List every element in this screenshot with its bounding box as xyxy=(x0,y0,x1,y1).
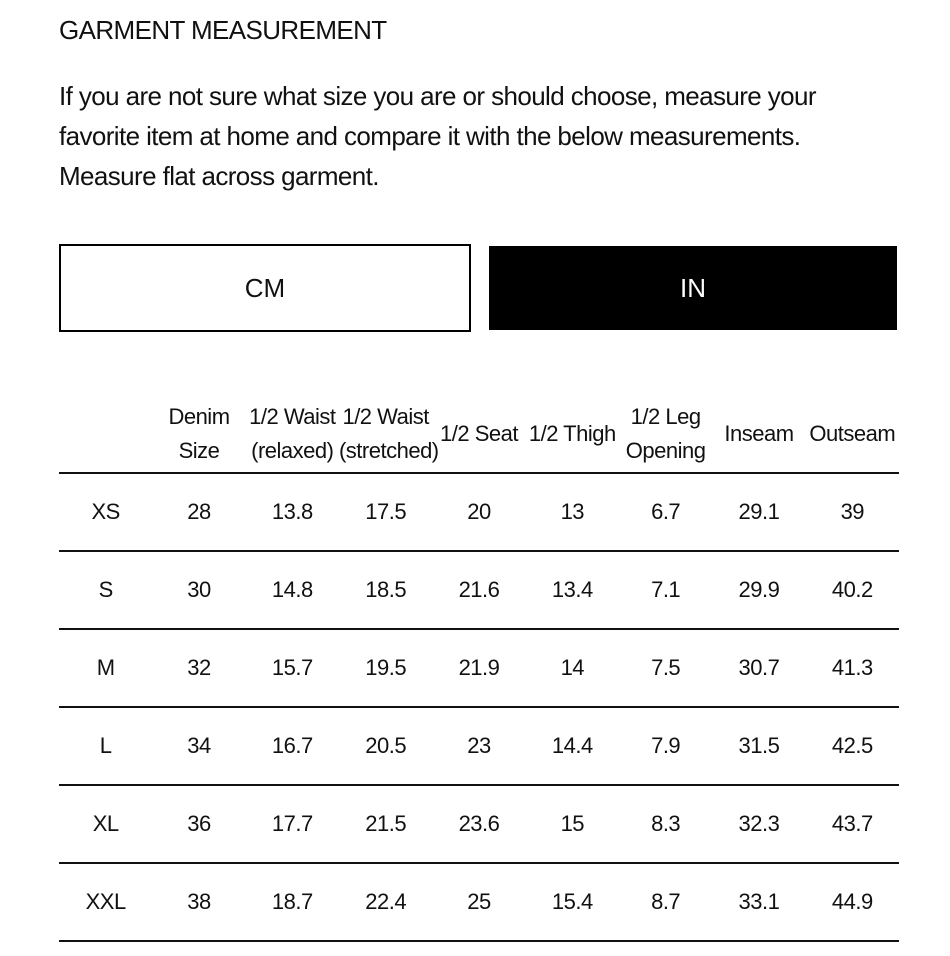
denim-size-cell: 38 xyxy=(152,863,245,941)
denim-size-cell: 34 xyxy=(152,707,245,785)
size-cell: S xyxy=(59,551,152,629)
table-row xyxy=(59,785,899,863)
waist-stretched-cell: 21.5 xyxy=(339,785,432,863)
waist-relaxed-cell: 14.8 xyxy=(246,551,339,629)
header-outseam: Outseam xyxy=(806,396,899,473)
leg-opening-cell: 8.7 xyxy=(619,863,712,941)
waist-relaxed-cell: 18.7 xyxy=(246,863,339,941)
waist-stretched-cell: 22.4 xyxy=(339,863,432,941)
thigh-cell: 15 xyxy=(526,785,619,863)
header-leg-opening: 1/2 Leg Opening xyxy=(619,396,712,473)
header-denim-size: Denim Size xyxy=(152,396,245,473)
outseam-cell: 44.9 xyxy=(806,863,899,941)
page-title: GARMENT MEASUREMENT xyxy=(59,15,387,45)
outseam-cell: 42.5 xyxy=(806,707,899,785)
leg-opening-cell: 7.9 xyxy=(619,707,712,785)
inseam-cell: 33.1 xyxy=(712,863,805,941)
measurement-table xyxy=(59,396,899,942)
leg-opening-cell: 8.3 xyxy=(619,785,712,863)
leg-opening-cell: 7.5 xyxy=(619,629,712,707)
size-cell: L xyxy=(59,707,152,785)
waist-relaxed-cell: 15.7 xyxy=(246,629,339,707)
seat-cell: 21.9 xyxy=(432,629,525,707)
outseam-cell: 39 xyxy=(806,473,899,551)
thigh-cell: 14 xyxy=(526,629,619,707)
thigh-cell: 13 xyxy=(526,473,619,551)
table-row xyxy=(59,863,899,941)
thigh-cell: 14.4 xyxy=(526,707,619,785)
inseam-cell: 30.7 xyxy=(712,629,805,707)
waist-stretched-cell: 18.5 xyxy=(339,551,432,629)
waist-stretched-cell: 19.5 xyxy=(339,629,432,707)
table-row xyxy=(59,707,899,785)
seat-cell: 25 xyxy=(432,863,525,941)
denim-size-cell: 36 xyxy=(152,785,245,863)
waist-relaxed-cell: 16.7 xyxy=(246,707,339,785)
waist-relaxed-cell: 17.7 xyxy=(246,785,339,863)
waist-relaxed-cell: 13.8 xyxy=(246,473,339,551)
denim-size-cell: 28 xyxy=(152,473,245,551)
inseam-cell: 31.5 xyxy=(712,707,805,785)
header-seat: 1/2 Seat xyxy=(432,396,525,473)
size-cell: XL xyxy=(59,785,152,863)
inseam-cell: 32.3 xyxy=(712,785,805,863)
outseam-cell: 41.3 xyxy=(806,629,899,707)
outseam-cell: 43.7 xyxy=(806,785,899,863)
waist-stretched-cell: 20.5 xyxy=(339,707,432,785)
seat-cell: 20 xyxy=(432,473,525,551)
size-cell: XS xyxy=(59,473,152,551)
header-thigh: 1/2 Thigh xyxy=(526,396,619,473)
table-row xyxy=(59,473,899,551)
unit-toggle-in-button[interactable]: IN xyxy=(489,246,897,330)
table-row xyxy=(59,551,899,629)
denim-size-cell: 30 xyxy=(152,551,245,629)
table-header-row xyxy=(59,396,899,473)
inseam-cell: 29.9 xyxy=(712,551,805,629)
header-waist-relaxed: 1/2 Waist (relaxed) xyxy=(246,396,339,473)
leg-opening-cell: 6.7 xyxy=(619,473,712,551)
leg-opening-cell: 7.1 xyxy=(619,551,712,629)
seat-cell: 21.6 xyxy=(432,551,525,629)
seat-cell: 23 xyxy=(432,707,525,785)
seat-cell: 23.6 xyxy=(432,785,525,863)
size-cell: XXL xyxy=(59,863,152,941)
thigh-cell: 13.4 xyxy=(526,551,619,629)
measurement-instructions: If you are not sure what size you are or should choose, measure your favorite item at home and compare it with the below measurements. Measure flat across garment. xyxy=(59,81,816,191)
header-waist-stretched: 1/2 Waist (stretched) xyxy=(339,396,432,473)
table-row xyxy=(59,629,899,707)
outseam-cell: 40.2 xyxy=(806,551,899,629)
thigh-cell: 15.4 xyxy=(526,863,619,941)
unit-toggle-cm-button[interactable]: CM xyxy=(59,244,471,332)
header-size-label xyxy=(59,396,152,473)
denim-size-cell: 32 xyxy=(152,629,245,707)
size-cell: M xyxy=(59,629,152,707)
inseam-cell: 29.1 xyxy=(712,473,805,551)
waist-stretched-cell: 17.5 xyxy=(339,473,432,551)
header-inseam: Inseam xyxy=(712,396,805,473)
